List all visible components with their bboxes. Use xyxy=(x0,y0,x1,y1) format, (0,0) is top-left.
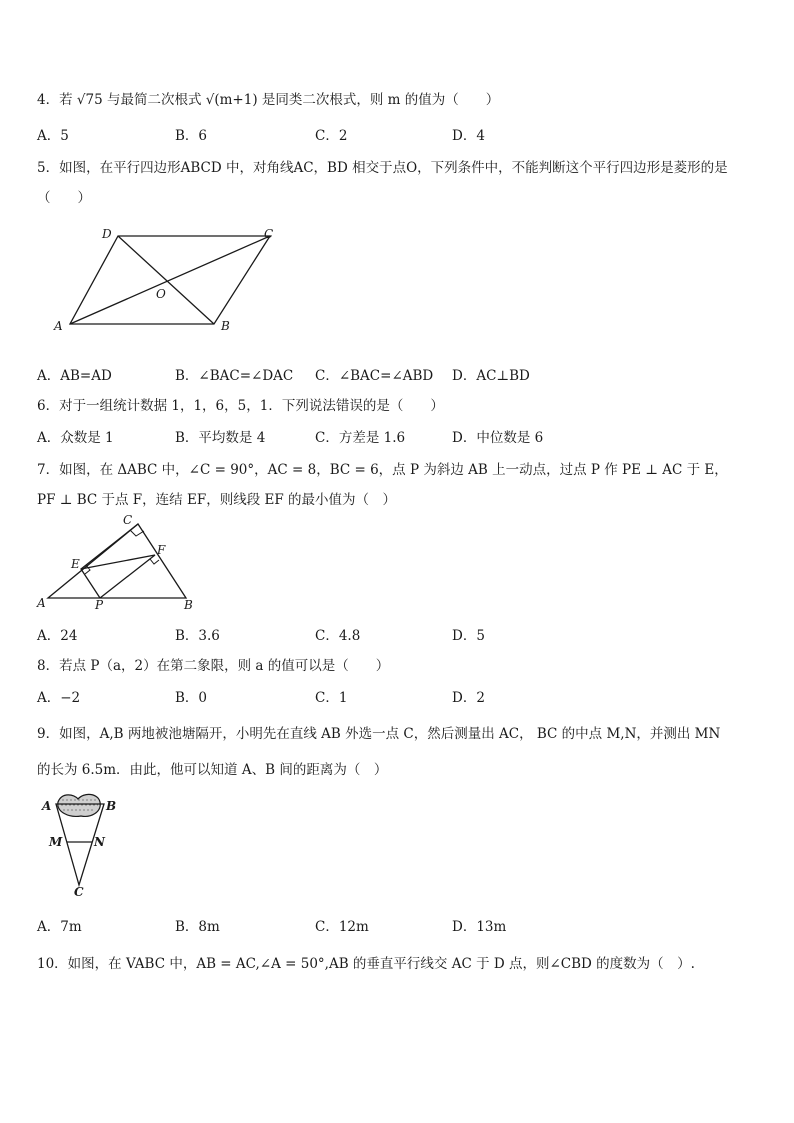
pond-figure xyxy=(36,790,126,898)
right-triangle-figure xyxy=(34,512,204,614)
diagonal-ac xyxy=(70,236,270,324)
question-7-option-c[interactable]: C．4.8 xyxy=(315,628,361,644)
right-angle-mark-f xyxy=(150,559,159,564)
question-5-option-b[interactable]: B．∠BAC=∠DAC xyxy=(175,368,294,384)
label-m: M xyxy=(49,835,63,849)
question-6-option-a[interactable]: A．众数是 1 xyxy=(37,430,114,446)
triangle-abc xyxy=(48,524,186,598)
question-5-stem-cont: （ ） xyxy=(37,190,91,206)
question-9-options xyxy=(37,915,757,933)
question-9-option-a[interactable]: A．7m xyxy=(37,919,82,935)
question-8-option-c[interactable]: C．1 xyxy=(315,690,348,706)
question-7-stem: 7．如图，在 ΔABC 中，∠C = 90°，AC = 8，BC = 6，点 P 为斜边 AB 上一动点，过点 P 作 PE ⊥ AC 于 E， xyxy=(37,462,728,478)
question-4-option-c[interactable]: C．2 xyxy=(315,128,348,144)
label-n: N xyxy=(94,835,105,849)
question-9-option-b[interactable]: B．8m xyxy=(175,919,220,935)
question-5-options xyxy=(37,364,757,382)
question-6-option-d[interactable]: D．中位数是 6 xyxy=(452,430,544,446)
label-e: E xyxy=(71,557,80,571)
label-d: D xyxy=(102,227,112,241)
parallelogram-figure xyxy=(40,222,290,337)
label-b: B xyxy=(221,319,230,333)
question-6-option-c[interactable]: C．方差是 1.6 xyxy=(315,430,406,446)
diagonal-bd xyxy=(118,236,214,324)
question-7-stem-cont: PF ⊥ BC 于点 F，连结 EF，则线段 EF 的最小值为（ ） xyxy=(37,492,396,508)
question-9-option-c[interactable]: C．12m xyxy=(315,919,369,935)
label-a: A xyxy=(42,799,52,813)
label-c: C xyxy=(123,513,133,527)
question-8-option-d[interactable]: D．2 xyxy=(452,690,485,706)
question-8-option-a[interactable]: A．−2 xyxy=(37,690,81,706)
question-5-option-d[interactable]: D．AC⊥BD xyxy=(452,368,530,384)
question-7-option-b[interactable]: B．3.6 xyxy=(175,628,220,644)
question-4-options xyxy=(37,124,757,142)
question-8-stem: 8．若点 P（a，2）在第二象限，则 a 的值可以是（ ） xyxy=(37,658,390,674)
question-9-stem: 9．如图，A,B 两地被池塘隔开，小明先在直线 AB 外选一点 C，然后测量出 AC， BC 的中点 M,N，并测出 MN xyxy=(37,726,721,742)
label-b: B xyxy=(184,598,193,612)
question-9-stem-cont: 的长为 6.5m．由此，他可以知道 A、B 间的距离为（ ） xyxy=(37,762,388,778)
label-a: A xyxy=(54,319,63,333)
question-4-stem: 4．若 √75 与最简二次根式 √(m+1) 是同类二次根式，则 m 的值为（ ） xyxy=(37,92,500,108)
label-c: C xyxy=(264,227,274,241)
question-6-option-b[interactable]: B．平均数是 4 xyxy=(175,430,266,446)
label-b: B xyxy=(106,799,117,813)
label-a: A xyxy=(37,596,46,610)
perpendicular-pe xyxy=(81,524,138,598)
question-8-option-b[interactable]: B．0 xyxy=(175,690,208,706)
label-o: O xyxy=(156,287,166,301)
question-5-option-c[interactable]: C．∠BAC=∠ABD xyxy=(315,368,434,384)
question-6-options xyxy=(37,426,757,444)
label-p: P xyxy=(95,598,104,612)
question-8-options xyxy=(37,686,757,704)
question-9-option-d[interactable]: D．13m xyxy=(452,919,507,935)
label-f: F xyxy=(157,543,166,557)
question-4-option-d[interactable]: D．4 xyxy=(452,128,485,144)
question-6-stem: 6．对于一组统计数据 1，1，6，5，1．下列说法错误的是（ ） xyxy=(37,398,444,414)
question-7-option-a[interactable]: A．24 xyxy=(37,628,78,644)
question-4-option-a[interactable]: A．5 xyxy=(37,128,69,144)
question-5-option-a[interactable]: A．AB=AD xyxy=(37,368,112,384)
question-5-stem: 5．如图，在平行四边形ABCD 中，对角线AC，BD 相交于点O，下列条件中，不能判断这个平行四边形是菱形的是 xyxy=(37,160,728,176)
question-7-options xyxy=(37,624,757,642)
question-10-stem: 10．如图，在 VABC 中，AB = AC,∠A = 50°,AB 的垂直平行线交 AC 于 D 点，则∠CBD 的度数为（ ）. xyxy=(37,956,695,972)
question-7-option-d[interactable]: D．5 xyxy=(452,628,485,644)
question-4-option-b[interactable]: B．6 xyxy=(175,128,208,144)
label-c: C xyxy=(74,885,84,898)
